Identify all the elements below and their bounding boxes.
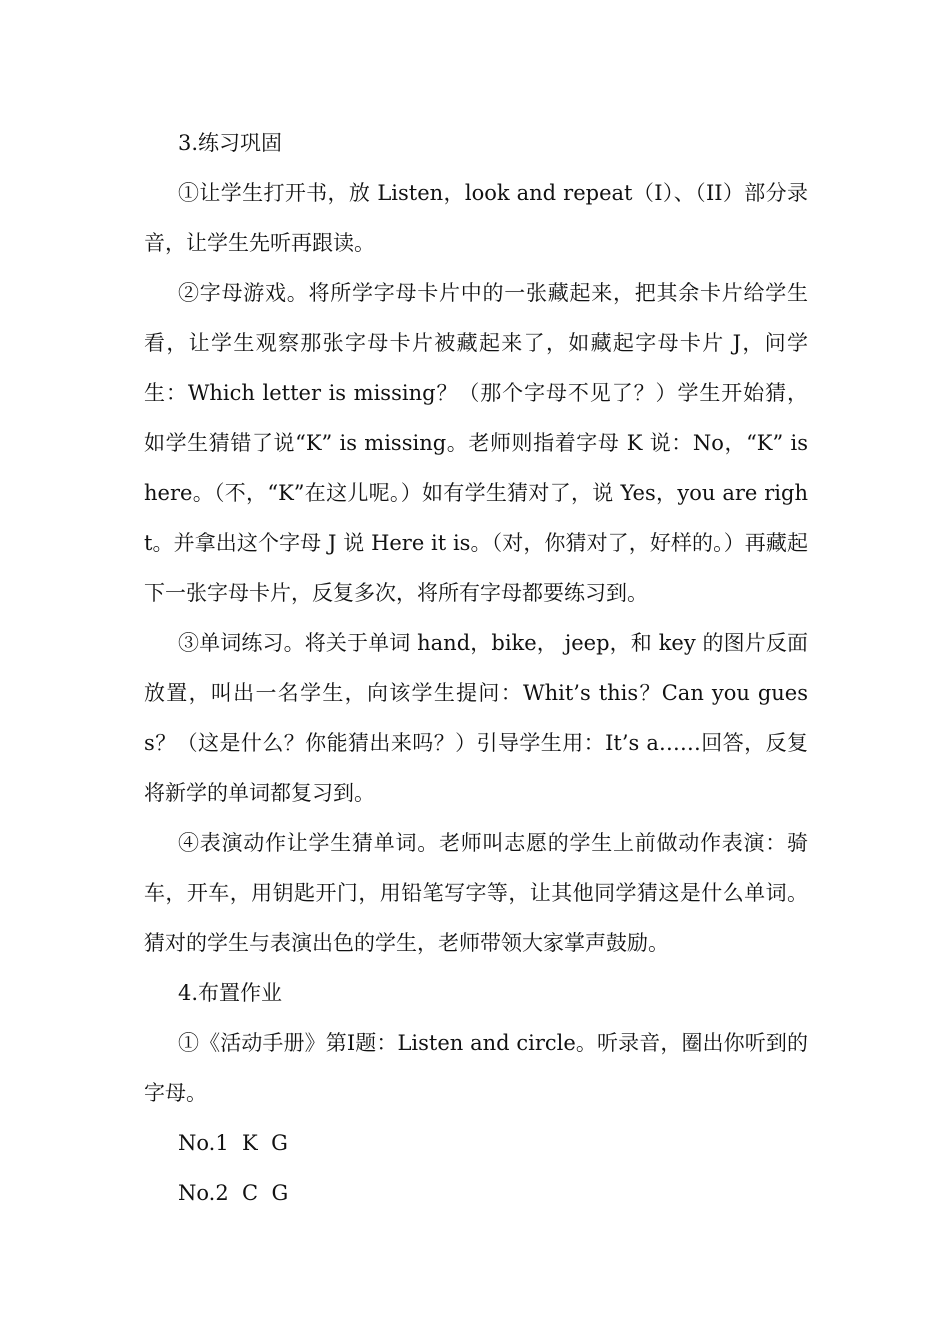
section-4-heading: 4.布置作业: [178, 981, 283, 1005]
section-3-paragraph-3: ③单词练习。将关于单词 hand，bike， jeep，和 key 的图片反面放置，叫出一名学生，向该学生提问：Whit’s this？Can you guess？（这是什么？你能猜出来吗？）引导学生用：It’s a……回答，反复将新学的单词都复习到。: [144, 631, 809, 805]
section-3-paragraph-2: ②字母游戏。将所学字母卡片中的一张藏起来，把其余卡片给学生看，让学生观察那张字母卡片被藏起来了，如藏起字母卡片 J，问学生：Which letter is missing？（那个字母不见了？）学生开始猜，如学生猜错了说“K” is missing。老师则指着字母 K 说：No，“K” is here。（不，“K”在这儿呢。）如有学生猜对了，说 Yes，you are right。并拿出这个字母 J 说 Here it is。（对，你猜对了，好样的。）再藏起下一张字母卡片，反复多次，将所有字母都要练习到。: [144, 281, 808, 605]
section-3-heading: 3.练习巩固: [178, 131, 283, 155]
section-3-paragraph-1: ①让学生打开书，放 Listen，look and repeat（I）、（II）部分录音，让学生先听再跟读。: [144, 181, 808, 255]
answer-item-2: No.2 C G: [178, 1181, 289, 1205]
document-body: [144, 118, 808, 1218]
section-4-paragraph-1: ①《活动手册》第I题：Listen and circle。听录音，圈出你听到的字母。: [144, 1031, 808, 1105]
section-3-paragraph-4: ④表演动作让学生猜单词。老师叫志愿的学生上前做动作表演：骑车，开车，用钥匙开门，用铅笔写字等，让其他同学猜这是什么单词。猜对的学生与表演出色的学生，老师带领大家掌声鼓励。: [144, 831, 808, 955]
answer-item-1: No.1 K G: [178, 1131, 288, 1155]
